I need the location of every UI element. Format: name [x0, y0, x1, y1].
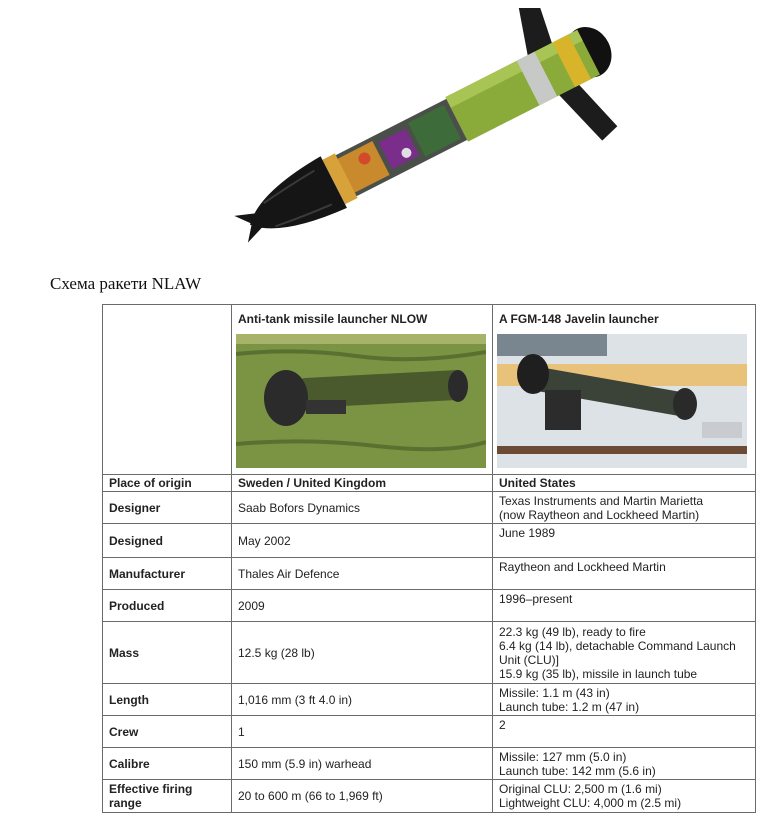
table-row: [103, 684, 756, 716]
javelin-value: 1996–present: [493, 590, 756, 622]
row-label: Manufacturer: [103, 558, 232, 590]
nlaw-value: 12.5 kg (28 lb): [232, 622, 493, 684]
table-row: [103, 558, 756, 590]
javelin-value: Missile: 127 mm (5.0 in) Launch tube: 142 mm (5.6 in): [493, 748, 756, 780]
nlaw-value: Sweden / United Kingdom: [232, 475, 493, 492]
row-label: Crew: [103, 716, 232, 748]
table-row: [103, 780, 756, 813]
javelin-value: Missile: 1.1 m (43 in) Launch tube: 1.2 m (47 in): [493, 684, 756, 716]
row-label: Length: [103, 684, 232, 716]
missile-cutaway-image: [210, 8, 650, 258]
nlaw-header-text: Anti-tank missile launcher NLOW: [238, 312, 428, 326]
row-label: Mass: [103, 622, 232, 684]
nlaw-value: Saab Bofors Dynamics: [232, 492, 493, 524]
nlaw-column-header: [232, 305, 493, 475]
table-row: [103, 748, 756, 780]
javelin-header-text: A FGM-148 Javelin launcher: [499, 312, 659, 326]
row-label: Designed: [103, 524, 232, 558]
javelin-value: United States: [493, 475, 756, 492]
nlaw-value: 1: [232, 716, 493, 748]
comparison-table: [102, 304, 756, 813]
table-row: [103, 524, 756, 558]
javelin-value: 22.3 kg (49 lb), ready to fire 6.4 kg (14 lb), detachable Command Launch Unit (CLU)] 15.9 kg (35 lb), missile in launch tube: [493, 622, 756, 684]
table-row: [103, 475, 756, 492]
row-label: Produced: [103, 590, 232, 622]
row-label: Effective firing range: [103, 780, 232, 813]
nlaw-launcher-photo: [236, 334, 486, 468]
row-label: Place of origin: [103, 475, 232, 492]
nlaw-value: 150 mm (5.9 in) warhead: [232, 748, 493, 780]
row-label: Designer: [103, 492, 232, 524]
nlaw-value: 1,016 mm (3 ft 4.0 in): [232, 684, 493, 716]
javelin-launcher-photo: [497, 334, 747, 468]
javelin-value: Texas Instruments and Martin Marietta (now Raytheon and Lockheed Martin): [493, 492, 756, 524]
javelin-value: Original CLU: 2,500 m (1.6 mi) Lightweight CLU: 4,000 m (2.5 mi): [493, 780, 756, 813]
javelin-column-header: [493, 305, 756, 475]
table-header-row: [103, 305, 756, 475]
javelin-value: June 1989: [493, 524, 756, 558]
table-row: [103, 622, 756, 684]
image-caption: Схема ракети NLAW: [50, 274, 202, 293]
table-row: [103, 590, 756, 622]
table-row: [103, 492, 756, 524]
row-label: Calibre: [103, 748, 232, 780]
table-row: [103, 716, 756, 748]
header-empty-cell: [103, 305, 232, 475]
javelin-value: 2: [493, 716, 756, 748]
javelin-value: Raytheon and Lockheed Martin: [493, 558, 756, 590]
nlaw-value: 20 to 600 m (66 to 1,969 ft): [232, 780, 493, 813]
nlaw-value: Thales Air Defence: [232, 558, 493, 590]
nlaw-value: 2009: [232, 590, 493, 622]
nlaw-value: May 2002: [232, 524, 493, 558]
